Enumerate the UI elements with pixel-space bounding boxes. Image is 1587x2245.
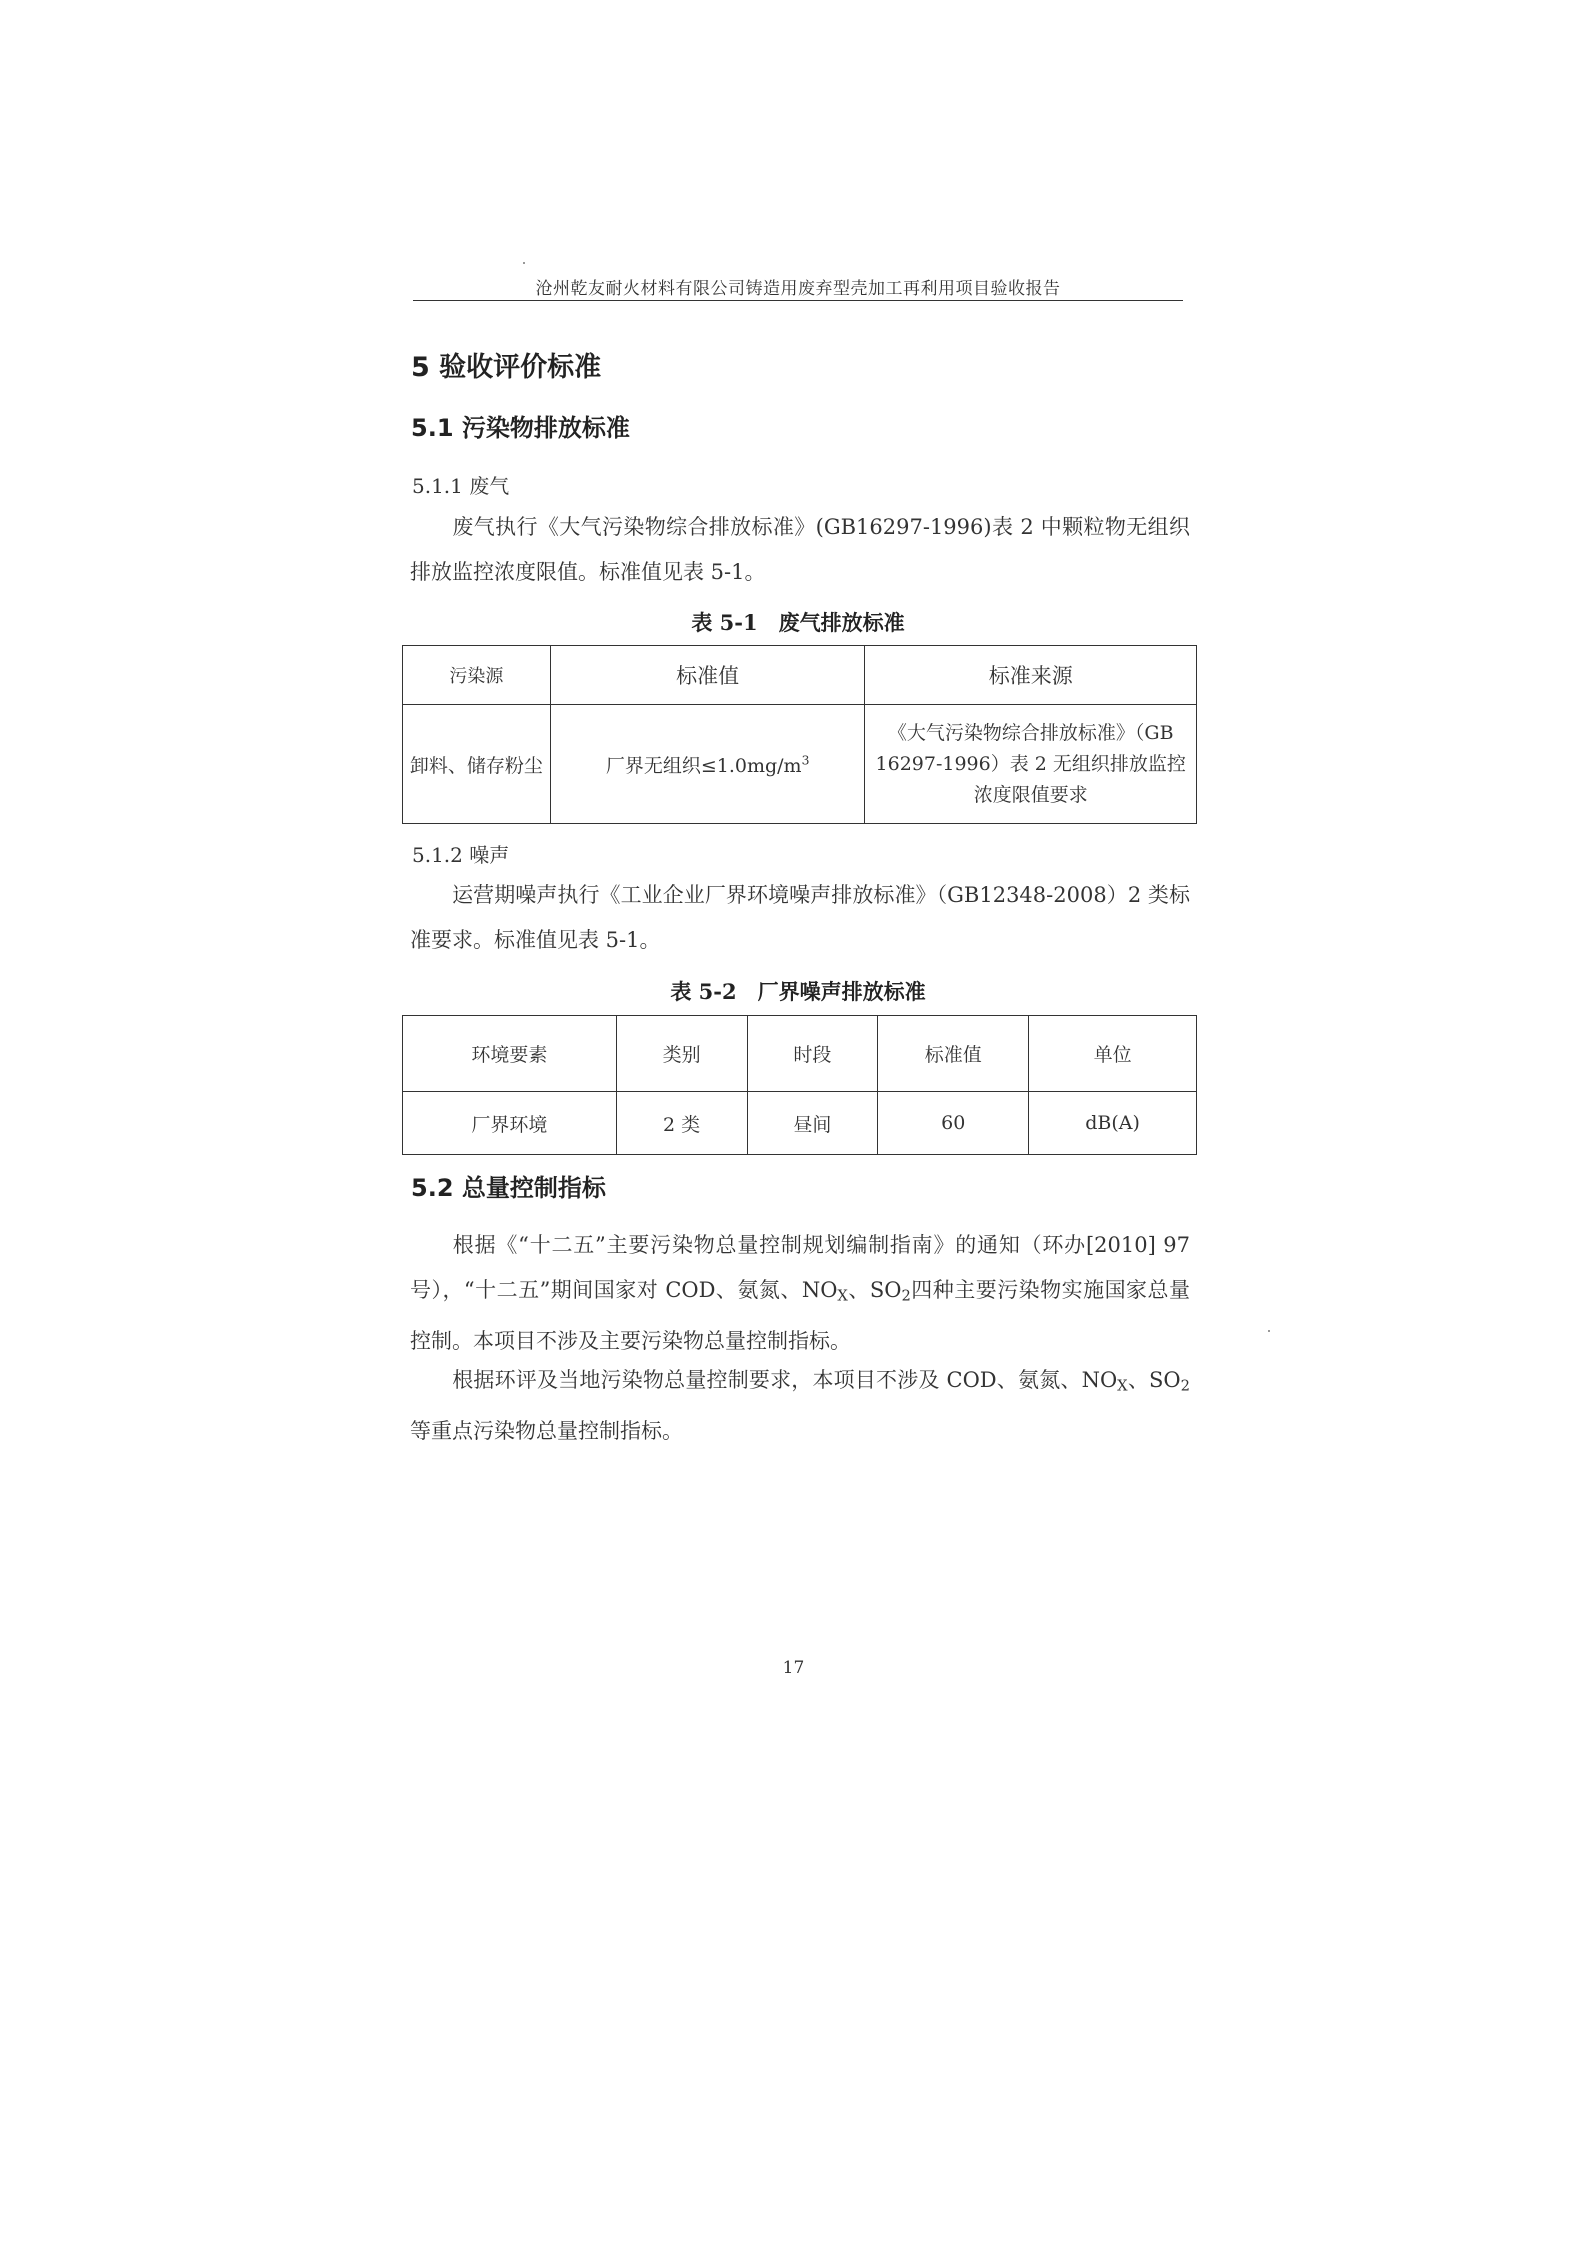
para2-text-b: 、SO bbox=[1127, 1368, 1181, 1392]
para1-subscript-2: 2 bbox=[901, 1287, 911, 1305]
noise-text: 运营期噪声执行《工业企业厂界环境噪声排放标准》（GB12348-2008）2 类标准要求。标准值见表 5-1。 bbox=[410, 883, 1190, 952]
table-5-2-header-row bbox=[403, 1016, 1197, 1092]
scan-speck bbox=[523, 262, 525, 264]
page-number: 17 bbox=[782, 1658, 805, 1678]
section-5-heading: 5 验收评价标准 bbox=[411, 352, 602, 383]
table-5-1 bbox=[402, 645, 1197, 824]
total-control-paragraph-1 bbox=[410, 1223, 1190, 1364]
header-cell-source: 污染源 bbox=[403, 646, 551, 705]
table-5-2-caption: 表 5-2 厂界噪声排放标准 bbox=[670, 979, 926, 1004]
waste-gas-paragraph bbox=[410, 505, 1190, 595]
para1-text-a: 根据《“十二五”主要污染物总量控制规划编制指南》的通知（环办[2010] 97 号），“十二五”期间国家对 COD、氨氮、NO bbox=[410, 1233, 1190, 1302]
para2-subscript-2: 2 bbox=[1180, 1377, 1190, 1395]
para2-text-a: 根据环评及当地污染物总量控制要求，本项目不涉及 COD、氨氮、NO bbox=[452, 1368, 1118, 1392]
noise-paragraph bbox=[410, 873, 1190, 963]
header-cell-value: 标准值 bbox=[550, 646, 865, 705]
para2-text-c: 等重点污染物总量控制指标。 bbox=[410, 1418, 683, 1443]
table-5-2 bbox=[402, 1015, 1197, 1155]
section-5-1-2-heading: 5.1.2 噪声 bbox=[412, 843, 510, 867]
section-5-1-heading: 5.1 污染物排放标准 bbox=[411, 414, 630, 442]
para1-subscript-x: X bbox=[837, 1287, 848, 1305]
cell-value-text: 厂界无组织≤1.0mg/m bbox=[605, 754, 802, 777]
section-5-2-heading: 5.2 总量控制指标 bbox=[411, 1174, 606, 1202]
table-5-1-caption: 表 5-1 废气排放标准 bbox=[691, 610, 905, 635]
cell-value-superscript: 3 bbox=[801, 753, 810, 768]
para1-text-b: 、SO bbox=[847, 1278, 902, 1302]
table-row bbox=[403, 1092, 1197, 1155]
waste-gas-text: 废气执行《大气污染物综合排放标准》(GB16297-1996)表 2 中颗粒物无组织排放监控浓度限值。标准值见表 5-1。 bbox=[410, 515, 1190, 584]
header-cell-element: 环境要素 bbox=[403, 1016, 617, 1092]
header-cell-standard: 标准值 bbox=[878, 1016, 1029, 1092]
header-cell-unit: 单位 bbox=[1029, 1016, 1197, 1092]
total-control-paragraph-2 bbox=[410, 1358, 1190, 1454]
cell-unit: dB(A) bbox=[1029, 1092, 1197, 1155]
header-cell-reference: 标准来源 bbox=[865, 646, 1197, 705]
cell-source: 卸料、储存粉尘 bbox=[403, 705, 551, 824]
cell-period: 昼间 bbox=[747, 1092, 878, 1155]
section-5-1-1-heading: 5.1.1 废气 bbox=[412, 474, 510, 498]
header-cell-category: 类别 bbox=[616, 1016, 747, 1092]
table-5-1-header-row bbox=[403, 646, 1197, 705]
cell-value bbox=[550, 705, 865, 824]
cell-element: 厂界环境 bbox=[403, 1092, 617, 1155]
scan-speck bbox=[1268, 1330, 1270, 1332]
running-header: 沧州乾友耐火材料有限公司铸造用废弃型壳加工再利用项目验收报告 bbox=[535, 279, 1061, 299]
para2-subscript-x: X bbox=[1117, 1377, 1128, 1395]
para1-text-c: 四种主要污染物实施国家总量控制。本项目不涉及主要污染物总量控制指标。 bbox=[410, 1278, 1191, 1353]
header-rule bbox=[413, 300, 1183, 301]
cell-category: 2 类 bbox=[616, 1092, 747, 1155]
table-row bbox=[403, 705, 1197, 824]
header-cell-period: 时段 bbox=[747, 1016, 878, 1092]
cell-reference: 《大气污染物综合排放标准》（GB 16297-1996）表 2 无组织排放监控浓度限值要求 bbox=[865, 705, 1197, 824]
cell-standard: 60 bbox=[878, 1092, 1029, 1155]
